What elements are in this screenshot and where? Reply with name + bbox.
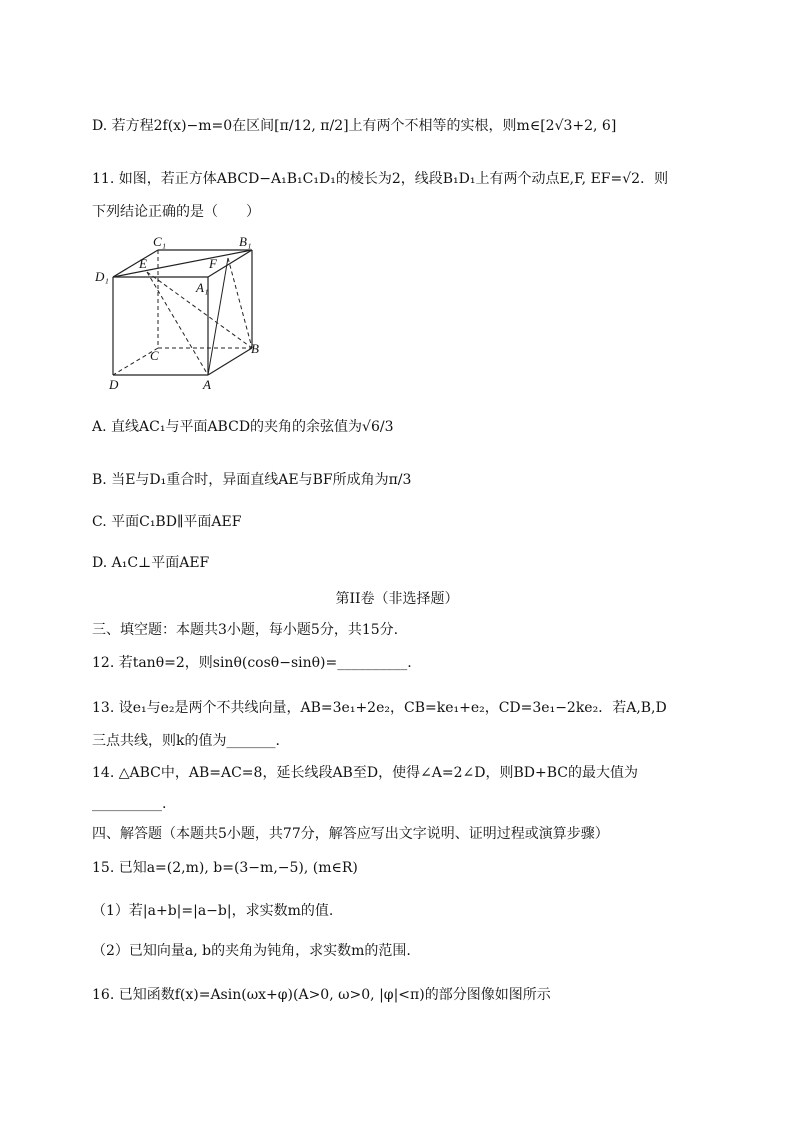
label-a1: A₁ [196, 280, 209, 295]
q11-stem-line1: 11. 如图，若正方体ABCD−A₁B₁C₁D₁的棱长为2，线段B₁D₁上有两个动点E,F, EF=√2．则 [92, 171, 669, 187]
label-e: E [139, 256, 147, 271]
segment-d1-b1 [113, 250, 252, 277]
q11-option-b: B. 当E与D₁重合时，异面直线AE与BF所成角为π/3 [92, 472, 412, 488]
q13-line2: 三点共线，则k的值为_______. [92, 733, 280, 749]
q11-option-a: A. 直线AC₁与平面ABCD的夹角的余弦值为√6/3 [92, 419, 394, 435]
q13-line1: 13. 设e₁与e₂是两个不共线向量，AB=3e₁+2e₂，CB=ke₁+e₂，CD=3e₁−2ke₂．若A,B,D [92, 700, 667, 716]
q15-part2: （2）已知向量a, b的夹角为钝角，求实数m的范围. [92, 943, 411, 959]
q15: 15. 已知a=(2,m), b=(3−m,−5), (m∈R) [92, 860, 358, 876]
segment-f-b [228, 258, 252, 348]
q11-stem-line2: 下列结论正确的是（ ） [92, 204, 260, 220]
q14-line1: 14. △ABC中，AB=AC=8，延长线段AB至D，使得∠A=2∠D，则BD+BC的最大值为 [92, 765, 638, 781]
label-c: C [150, 348, 159, 363]
label-d: D [109, 377, 119, 392]
section3-heading: 三、填空题：本题共3小题，每小题5分，共15分. [92, 622, 399, 638]
q10-option-d: D. 若方程2f(x)−m=0在区间[π/12, π/2]上有两个不相等的实根，则m∈[2√3+2, 6] [92, 118, 617, 134]
q11-option-c: C. 平面C₁BD∥平面AEF [92, 514, 242, 530]
label-b1: B₁ [239, 237, 252, 249]
q16: 16. 已知函数f(x)=Asin(ωx+φ)(A>0, ω>0, |φ|<π)的部分图像如图所示 [92, 987, 551, 1003]
label-c1: C₁ [153, 237, 167, 249]
q11-option-d: D. A₁C⊥平面AEF [92, 555, 210, 571]
cube-figure [95, 237, 270, 392]
label-d1: D₁ [95, 269, 109, 284]
label-b: B [251, 341, 259, 356]
label-f: F [209, 256, 217, 271]
q12: 12. 若tanθ=2，则sinθ(cosθ−sinθ)=__________. [92, 655, 412, 671]
q14-line2: __________. [92, 796, 167, 812]
q15-part1: （1）若|a+b|=|a−b|，求实数m的值. [92, 903, 334, 919]
edge-a-b [208, 348, 252, 375]
section4-heading: 四、解答题（本题共5小题，共77分，解答应写出文字说明、证明过程或演算步骤） [92, 826, 609, 842]
part2-title: 第II卷（非选择题） [335, 591, 459, 607]
label-a: A [203, 377, 211, 392]
